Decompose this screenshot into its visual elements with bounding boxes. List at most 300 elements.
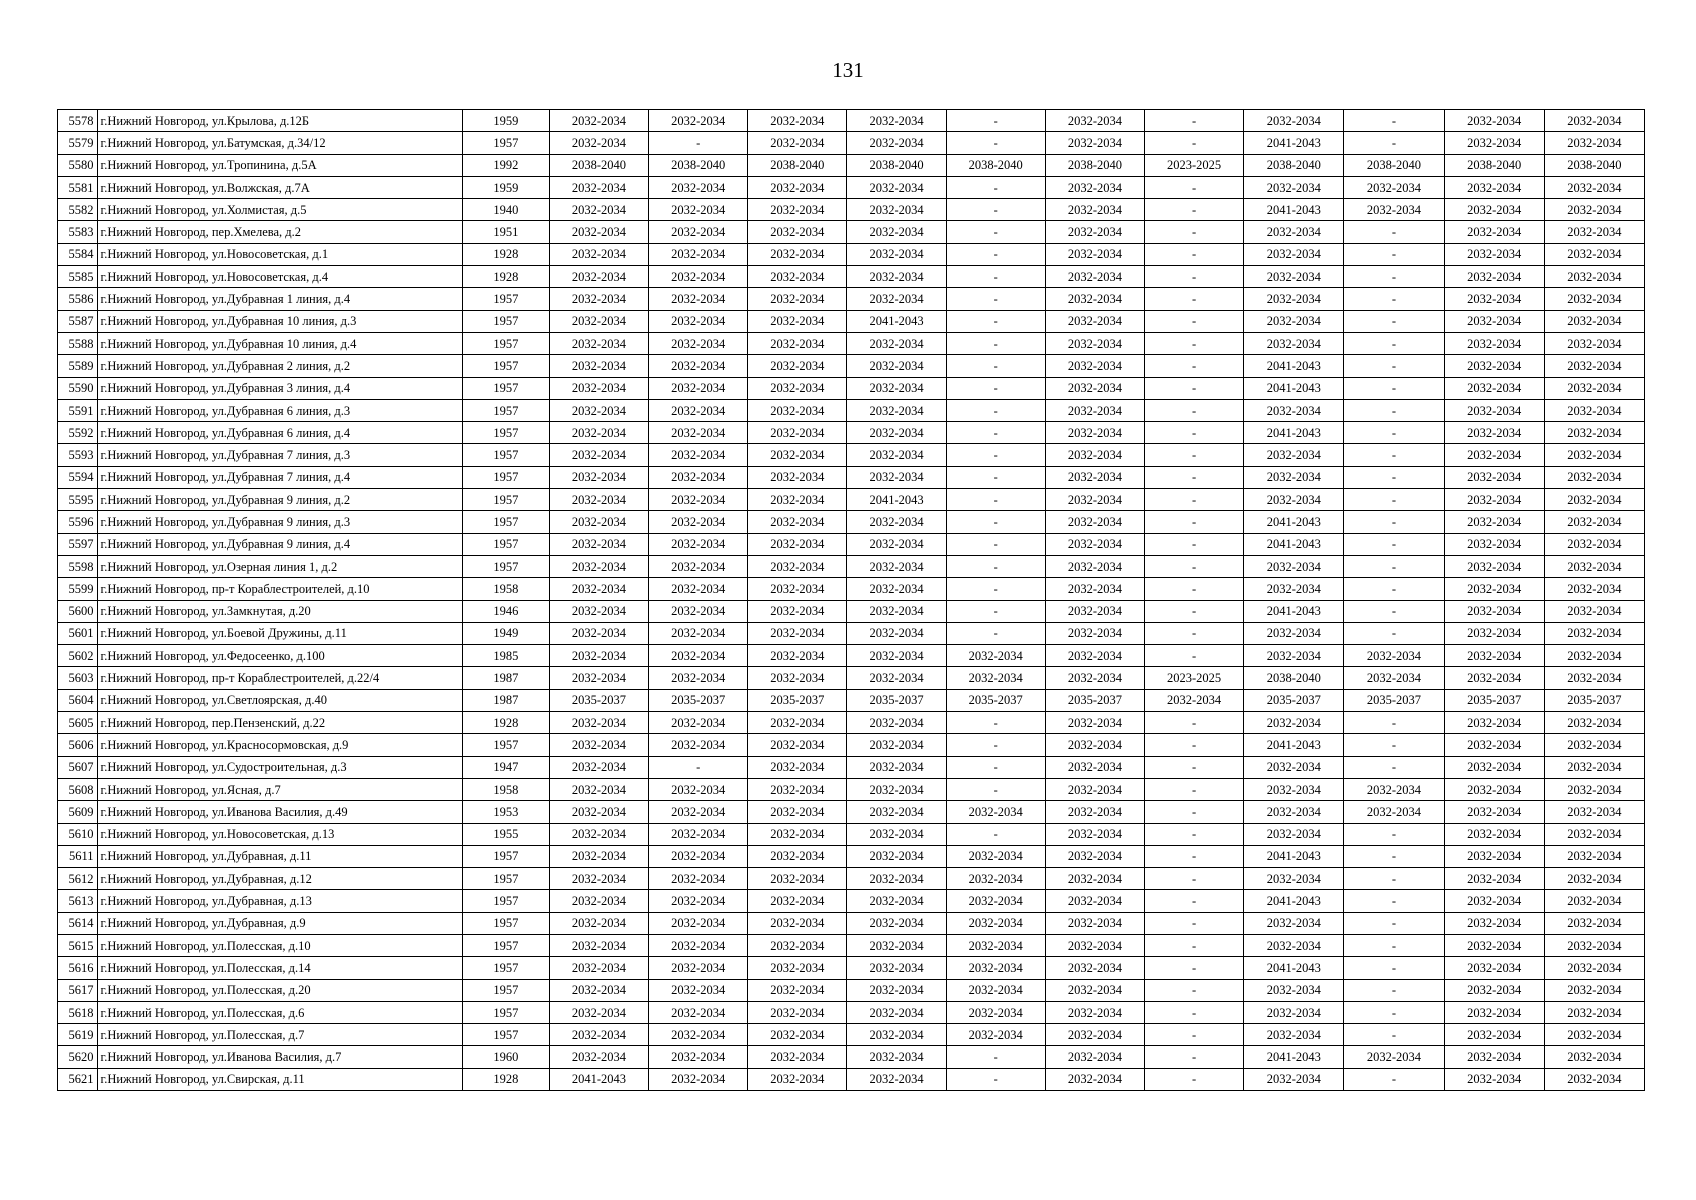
cell-period-1: 2032-2034 xyxy=(549,1024,648,1046)
cell-period-5: - xyxy=(946,288,1045,310)
cell-period-10: 2032-2034 xyxy=(1444,845,1544,867)
cell-row-number: 5592 xyxy=(58,422,98,444)
table-row xyxy=(58,957,1645,979)
cell-period-3: 2035-2037 xyxy=(748,689,847,711)
cell-period-5: - xyxy=(946,444,1045,466)
cell-period-6: 2032-2034 xyxy=(1045,533,1144,555)
cell-period-7: - xyxy=(1145,934,1244,956)
table-row xyxy=(58,288,1645,310)
cell-period-8: 2041-2043 xyxy=(1244,890,1344,912)
cell-year-built: 1957 xyxy=(462,957,549,979)
cell-period-8: 2041-2043 xyxy=(1244,511,1344,533)
cell-year-built: 1946 xyxy=(462,600,549,622)
cell-row-number: 5605 xyxy=(58,712,98,734)
cell-row-number: 5582 xyxy=(58,199,98,221)
cell-period-3: 2032-2034 xyxy=(748,868,847,890)
cell-period-8: 2032-2034 xyxy=(1244,1024,1344,1046)
cell-period-2: 2032-2034 xyxy=(649,1001,748,1023)
cell-period-6: 2038-2040 xyxy=(1045,154,1144,176)
table-row xyxy=(58,845,1645,867)
cell-period-10: 2032-2034 xyxy=(1444,979,1544,1001)
cell-period-8: 2032-2034 xyxy=(1244,823,1344,845)
cell-period-7: - xyxy=(1145,578,1244,600)
cell-period-10: 2032-2034 xyxy=(1444,355,1544,377)
cell-row-number: 5620 xyxy=(58,1046,98,1068)
cell-period-2: 2032-2034 xyxy=(649,734,748,756)
cell-period-6: 2032-2034 xyxy=(1045,868,1144,890)
cell-address: г.Нижний Новгород, пр-т Кораблестроителей, д.10 xyxy=(98,578,462,600)
cell-year-built: 1928 xyxy=(462,243,549,265)
cell-year-built: 1957 xyxy=(462,310,549,332)
cell-address: г.Нижний Новгород, ул.Дубравная 6 линия, д.4 xyxy=(98,422,462,444)
cell-address: г.Нижний Новгород, ул.Тропинина, д.5А xyxy=(98,154,462,176)
cell-row-number: 5586 xyxy=(58,288,98,310)
cell-period-10: 2032-2034 xyxy=(1444,756,1544,778)
cell-period-1: 2032-2034 xyxy=(549,1046,648,1068)
cell-address: г.Нижний Новгород, ул.Дубравная 1 линия, д.4 xyxy=(98,288,462,310)
cell-period-1: 2032-2034 xyxy=(549,845,648,867)
table-row xyxy=(58,110,1645,132)
cell-period-11: 2032-2034 xyxy=(1544,934,1644,956)
cell-period-1: 2032-2034 xyxy=(549,645,648,667)
cell-period-1: 2032-2034 xyxy=(549,555,648,577)
cell-period-11: 2032-2034 xyxy=(1544,756,1644,778)
cell-year-built: 1957 xyxy=(462,868,549,890)
cell-period-9: - xyxy=(1344,466,1444,488)
cell-period-7: - xyxy=(1145,712,1244,734)
cell-period-11: 2032-2034 xyxy=(1544,466,1644,488)
cell-period-5: - xyxy=(946,756,1045,778)
cell-period-1: 2032-2034 xyxy=(549,957,648,979)
cell-period-8: 2041-2043 xyxy=(1244,422,1344,444)
table-row xyxy=(58,689,1645,711)
cell-period-4: 2032-2034 xyxy=(847,1001,946,1023)
cell-period-6: 2032-2034 xyxy=(1045,979,1144,1001)
cell-period-2: 2032-2034 xyxy=(649,176,748,198)
cell-period-9: 2038-2040 xyxy=(1344,154,1444,176)
cell-period-9: - xyxy=(1344,912,1444,934)
cell-address: г.Нижний Новгород, ул.Дубравная, д.9 xyxy=(98,912,462,934)
cell-address: г.Нижний Новгород, ул.Иванова Василия, д.7 xyxy=(98,1046,462,1068)
cell-row-number: 5604 xyxy=(58,689,98,711)
cell-period-1: 2032-2034 xyxy=(549,288,648,310)
cell-period-10: 2032-2034 xyxy=(1444,868,1544,890)
cell-period-7: - xyxy=(1145,1024,1244,1046)
cell-period-8: 2041-2043 xyxy=(1244,734,1344,756)
cell-period-8: 2038-2040 xyxy=(1244,667,1344,689)
cell-period-1: 2032-2034 xyxy=(549,979,648,1001)
cell-period-7: - xyxy=(1145,912,1244,934)
cell-period-1: 2032-2034 xyxy=(549,667,648,689)
cell-period-5: - xyxy=(946,1046,1045,1068)
cell-year-built: 1957 xyxy=(462,734,549,756)
cell-period-10: 2032-2034 xyxy=(1444,1001,1544,1023)
cell-period-4: 2032-2034 xyxy=(847,778,946,800)
cell-period-9: 2032-2034 xyxy=(1344,176,1444,198)
cell-period-7: 2032-2034 xyxy=(1145,689,1244,711)
cell-period-3: 2032-2034 xyxy=(748,266,847,288)
cell-period-8: 2032-2034 xyxy=(1244,979,1344,1001)
cell-year-built: 1949 xyxy=(462,622,549,644)
cell-period-10: 2032-2034 xyxy=(1444,1024,1544,1046)
cell-period-1: 2032-2034 xyxy=(549,823,648,845)
cell-period-5: - xyxy=(946,221,1045,243)
cell-period-2: 2032-2034 xyxy=(649,845,748,867)
cell-period-7: - xyxy=(1145,845,1244,867)
cell-address: г.Нижний Новгород, ул.Замкнутая, д.20 xyxy=(98,600,462,622)
cell-period-10: 2032-2034 xyxy=(1444,801,1544,823)
cell-year-built: 1957 xyxy=(462,845,549,867)
cell-period-5: 2032-2034 xyxy=(946,845,1045,867)
table-row xyxy=(58,176,1645,198)
cell-address: г.Нижний Новгород, ул.Новосоветская, д.4 xyxy=(98,266,462,288)
table-row xyxy=(58,645,1645,667)
table-row xyxy=(58,823,1645,845)
cell-address: г.Нижний Новгород, пер.Хмелева, д.2 xyxy=(98,221,462,243)
cell-period-4: 2032-2034 xyxy=(847,243,946,265)
cell-period-3: 2032-2034 xyxy=(748,778,847,800)
cell-period-9: - xyxy=(1344,377,1444,399)
cell-period-8: 2032-2034 xyxy=(1244,466,1344,488)
cell-period-7: - xyxy=(1145,288,1244,310)
cell-period-3: 2032-2034 xyxy=(748,578,847,600)
cell-period-6: 2032-2034 xyxy=(1045,934,1144,956)
cell-period-7: - xyxy=(1145,979,1244,1001)
cell-period-6: 2032-2034 xyxy=(1045,823,1144,845)
cell-period-3: 2032-2034 xyxy=(748,422,847,444)
cell-period-8: 2041-2043 xyxy=(1244,199,1344,221)
cell-address: г.Нижний Новгород, ул.Новосоветская, д.13 xyxy=(98,823,462,845)
cell-period-8: 2032-2034 xyxy=(1244,288,1344,310)
cell-year-built: 1957 xyxy=(462,511,549,533)
cell-period-4: 2032-2034 xyxy=(847,912,946,934)
cell-period-9: 2032-2034 xyxy=(1344,778,1444,800)
cell-period-4: 2032-2034 xyxy=(847,645,946,667)
cell-period-11: 2032-2034 xyxy=(1544,555,1644,577)
cell-period-4: 2032-2034 xyxy=(847,266,946,288)
cell-period-3: 2032-2034 xyxy=(748,176,847,198)
cell-period-5: - xyxy=(946,110,1045,132)
cell-period-11: 2032-2034 xyxy=(1544,622,1644,644)
cell-period-11: 2035-2037 xyxy=(1544,689,1644,711)
cell-period-8: 2032-2034 xyxy=(1244,934,1344,956)
cell-address: г.Нижний Новгород, ул.Новосоветская, д.1 xyxy=(98,243,462,265)
cell-period-3: 2032-2034 xyxy=(748,756,847,778)
cell-period-1: 2032-2034 xyxy=(549,890,648,912)
cell-period-11: 2032-2034 xyxy=(1544,1046,1644,1068)
cell-period-10: 2032-2034 xyxy=(1444,511,1544,533)
cell-period-5: - xyxy=(946,555,1045,577)
page-number: 131 xyxy=(832,58,864,82)
cell-row-number: 5589 xyxy=(58,355,98,377)
cell-period-11: 2032-2034 xyxy=(1544,712,1644,734)
cell-period-2: 2032-2034 xyxy=(649,266,748,288)
cell-year-built: 1957 xyxy=(462,912,549,934)
table-row xyxy=(58,890,1645,912)
table-row xyxy=(58,399,1645,421)
cell-period-7: - xyxy=(1145,823,1244,845)
cell-period-2: 2032-2034 xyxy=(649,890,748,912)
cell-period-3: 2032-2034 xyxy=(748,1046,847,1068)
cell-period-5: 2032-2034 xyxy=(946,957,1045,979)
cell-period-9: - xyxy=(1344,712,1444,734)
cell-row-number: 5588 xyxy=(58,332,98,354)
cell-period-11: 2032-2034 xyxy=(1544,890,1644,912)
cell-period-11: 2032-2034 xyxy=(1544,266,1644,288)
cell-period-3: 2032-2034 xyxy=(748,645,847,667)
cell-address: г.Нижний Новгород, ул.Полесская, д.7 xyxy=(98,1024,462,1046)
cell-period-4: 2032-2034 xyxy=(847,1068,946,1090)
cell-period-4: 2032-2034 xyxy=(847,332,946,354)
cell-period-10: 2032-2034 xyxy=(1444,533,1544,555)
cell-period-7: 2023-2025 xyxy=(1145,154,1244,176)
cell-period-2: 2032-2034 xyxy=(649,1024,748,1046)
table-row xyxy=(58,912,1645,934)
table-row xyxy=(58,868,1645,890)
cell-period-4: 2032-2034 xyxy=(847,801,946,823)
cell-period-8: 2041-2043 xyxy=(1244,600,1344,622)
cell-period-9: - xyxy=(1344,310,1444,332)
cell-period-10: 2032-2034 xyxy=(1444,734,1544,756)
cell-period-2: 2032-2034 xyxy=(649,934,748,956)
cell-period-3: 2032-2034 xyxy=(748,221,847,243)
cell-period-8: 2038-2040 xyxy=(1244,154,1344,176)
cell-row-number: 5590 xyxy=(58,377,98,399)
cell-period-5: 2032-2034 xyxy=(946,912,1045,934)
cell-period-6: 2032-2034 xyxy=(1045,221,1144,243)
cell-period-10: 2032-2034 xyxy=(1444,377,1544,399)
cell-period-11: 2032-2034 xyxy=(1544,377,1644,399)
cell-row-number: 5619 xyxy=(58,1024,98,1046)
cell-period-9: - xyxy=(1344,979,1444,1001)
cell-period-3: 2032-2034 xyxy=(748,890,847,912)
cell-year-built: 1957 xyxy=(462,489,549,511)
cell-period-4: 2032-2034 xyxy=(847,756,946,778)
cell-period-9: 2032-2034 xyxy=(1344,667,1444,689)
cell-period-6: 2035-2037 xyxy=(1045,689,1144,711)
cell-period-4: 2032-2034 xyxy=(847,734,946,756)
cell-period-1: 2032-2034 xyxy=(549,1001,648,1023)
cell-address: г.Нижний Новгород, ул.Дубравная 10 линия, д.3 xyxy=(98,310,462,332)
cell-period-8: 2032-2034 xyxy=(1244,221,1344,243)
table-row xyxy=(58,511,1645,533)
cell-period-1: 2032-2034 xyxy=(549,533,648,555)
cell-row-number: 5593 xyxy=(58,444,98,466)
cell-period-7: - xyxy=(1145,1046,1244,1068)
cell-period-4: 2032-2034 xyxy=(847,868,946,890)
cell-period-5: - xyxy=(946,511,1045,533)
cell-period-5: - xyxy=(946,466,1045,488)
cell-address: г.Нижний Новгород, ул.Дубравная 9 линия, д.4 xyxy=(98,533,462,555)
cell-period-10: 2032-2034 xyxy=(1444,957,1544,979)
cell-period-11: 2032-2034 xyxy=(1544,1024,1644,1046)
cell-year-built: 1987 xyxy=(462,689,549,711)
cell-period-1: 2032-2034 xyxy=(549,712,648,734)
cell-period-1: 2032-2034 xyxy=(549,801,648,823)
cell-period-3: 2032-2034 xyxy=(748,377,847,399)
cell-row-number: 5581 xyxy=(58,176,98,198)
cell-period-3: 2032-2034 xyxy=(748,1068,847,1090)
cell-row-number: 5600 xyxy=(58,600,98,622)
cell-period-6: 2032-2034 xyxy=(1045,332,1144,354)
cell-row-number: 5591 xyxy=(58,399,98,421)
cell-year-built: 1957 xyxy=(462,890,549,912)
cell-period-7: - xyxy=(1145,221,1244,243)
cell-period-7: - xyxy=(1145,890,1244,912)
cell-year-built: 1953 xyxy=(462,801,549,823)
cell-period-6: 2032-2034 xyxy=(1045,600,1144,622)
cell-period-10: 2032-2034 xyxy=(1444,132,1544,154)
cell-period-3: 2032-2034 xyxy=(748,600,847,622)
cell-period-11: 2032-2034 xyxy=(1544,310,1644,332)
cell-period-3: 2032-2034 xyxy=(748,511,847,533)
cell-period-4: 2032-2034 xyxy=(847,712,946,734)
cell-row-number: 5578 xyxy=(58,110,98,132)
cell-period-3: 2032-2034 xyxy=(748,466,847,488)
cell-period-5: - xyxy=(946,489,1045,511)
cell-period-9: - xyxy=(1344,110,1444,132)
cell-period-6: 2032-2034 xyxy=(1045,1024,1144,1046)
table-row xyxy=(58,979,1645,1001)
cell-period-8: 2032-2034 xyxy=(1244,622,1344,644)
cell-period-10: 2032-2034 xyxy=(1444,489,1544,511)
cell-period-3: 2032-2034 xyxy=(748,622,847,644)
cell-period-9: - xyxy=(1344,132,1444,154)
cell-period-4: 2032-2034 xyxy=(847,890,946,912)
cell-period-4: 2032-2034 xyxy=(847,221,946,243)
cell-year-built: 1959 xyxy=(462,176,549,198)
cell-period-3: 2032-2034 xyxy=(748,288,847,310)
cell-period-7: - xyxy=(1145,266,1244,288)
cell-period-9: 2032-2034 xyxy=(1344,199,1444,221)
cell-address: г.Нижний Новгород, ул.Федосеенко, д.100 xyxy=(98,645,462,667)
cell-period-11: 2032-2034 xyxy=(1544,176,1644,198)
cell-period-6: 2032-2034 xyxy=(1045,377,1144,399)
cell-period-2: 2032-2034 xyxy=(649,555,748,577)
cell-period-1: 2032-2034 xyxy=(549,778,648,800)
cell-period-4: 2041-2043 xyxy=(847,310,946,332)
table-row xyxy=(58,132,1645,154)
cell-row-number: 5615 xyxy=(58,934,98,956)
cell-period-10: 2032-2034 xyxy=(1444,912,1544,934)
cell-period-9: - xyxy=(1344,399,1444,421)
cell-period-5: - xyxy=(946,823,1045,845)
cell-period-2: 2032-2034 xyxy=(649,310,748,332)
cell-period-1: 2032-2034 xyxy=(549,912,648,934)
cell-period-10: 2032-2034 xyxy=(1444,288,1544,310)
cell-period-10: 2032-2034 xyxy=(1444,466,1544,488)
cell-address: г.Нижний Новгород, ул.Иванова Василия, д.49 xyxy=(98,801,462,823)
table-row xyxy=(58,310,1645,332)
cell-period-6: 2032-2034 xyxy=(1045,310,1144,332)
cell-year-built: 1957 xyxy=(462,132,549,154)
cell-address: г.Нижний Новгород, ул.Полесская, д.6 xyxy=(98,1001,462,1023)
cell-period-2: 2032-2034 xyxy=(649,600,748,622)
cell-row-number: 5595 xyxy=(58,489,98,511)
cell-year-built: 1957 xyxy=(462,422,549,444)
cell-period-9: - xyxy=(1344,1001,1444,1023)
cell-period-11: 2032-2034 xyxy=(1544,801,1644,823)
cell-period-10: 2032-2034 xyxy=(1444,890,1544,912)
cell-period-1: 2032-2034 xyxy=(549,734,648,756)
cell-period-3: 2038-2040 xyxy=(748,154,847,176)
cell-period-3: 2032-2034 xyxy=(748,912,847,934)
cell-year-built: 1940 xyxy=(462,199,549,221)
cell-period-5: 2038-2040 xyxy=(946,154,1045,176)
cell-period-1: 2032-2034 xyxy=(549,243,648,265)
cell-address: г.Нижний Новгород, ул.Холмистая, д.5 xyxy=(98,199,462,221)
cell-period-2: 2032-2034 xyxy=(649,533,748,555)
cell-period-9: - xyxy=(1344,1024,1444,1046)
cell-year-built: 1951 xyxy=(462,221,549,243)
cell-period-1: 2032-2034 xyxy=(549,310,648,332)
cell-year-built: 1957 xyxy=(462,1024,549,1046)
cell-period-7: - xyxy=(1145,310,1244,332)
cell-year-built: 1947 xyxy=(462,756,549,778)
cell-period-3: 2032-2034 xyxy=(748,823,847,845)
cell-row-number: 5599 xyxy=(58,578,98,600)
cell-period-11: 2032-2034 xyxy=(1544,734,1644,756)
cell-period-5: - xyxy=(946,778,1045,800)
cell-period-5: - xyxy=(946,600,1045,622)
cell-period-4: 2032-2034 xyxy=(847,132,946,154)
cell-period-10: 2032-2034 xyxy=(1444,823,1544,845)
table-row xyxy=(58,934,1645,956)
cell-year-built: 1957 xyxy=(462,332,549,354)
cell-address: г.Нижний Новгород, пр-т Кораблестроителей, д.22/4 xyxy=(98,667,462,689)
cell-period-8: 2032-2034 xyxy=(1244,868,1344,890)
cell-period-2: 2032-2034 xyxy=(649,243,748,265)
cell-row-number: 5584 xyxy=(58,243,98,265)
cell-period-2: 2038-2040 xyxy=(649,154,748,176)
cell-period-8: 2032-2034 xyxy=(1244,778,1344,800)
cell-year-built: 1958 xyxy=(462,578,549,600)
cell-period-6: 2032-2034 xyxy=(1045,712,1144,734)
cell-period-2: - xyxy=(649,756,748,778)
cell-period-6: 2032-2034 xyxy=(1045,734,1144,756)
cell-address: г.Нижний Новгород, ул.Волжская, д.7А xyxy=(98,176,462,198)
table-row xyxy=(58,221,1645,243)
cell-period-5: 2032-2034 xyxy=(946,1024,1045,1046)
cell-period-5: - xyxy=(946,578,1045,600)
table-row xyxy=(58,600,1645,622)
cell-period-4: 2032-2034 xyxy=(847,555,946,577)
cell-period-9: - xyxy=(1344,533,1444,555)
cell-period-8: 2041-2043 xyxy=(1244,1046,1344,1068)
table-row xyxy=(58,622,1645,644)
cell-period-7: - xyxy=(1145,399,1244,421)
cell-period-5: - xyxy=(946,533,1045,555)
table-row xyxy=(58,1046,1645,1068)
cell-period-9: - xyxy=(1344,221,1444,243)
cell-period-7: - xyxy=(1145,645,1244,667)
cell-address: г.Нижний Новгород, ул.Дубравная 7 линия, д.4 xyxy=(98,466,462,488)
cell-period-6: 2032-2034 xyxy=(1045,622,1144,644)
table-row xyxy=(58,1024,1645,1046)
cell-period-2: 2032-2034 xyxy=(649,823,748,845)
cell-period-10: 2032-2034 xyxy=(1444,243,1544,265)
cell-period-10: 2032-2034 xyxy=(1444,176,1544,198)
cell-period-1: 2032-2034 xyxy=(549,578,648,600)
cell-address: г.Нижний Новгород, ул.Дубравная 10 линия, д.4 xyxy=(98,332,462,354)
table-row xyxy=(58,466,1645,488)
cell-period-2: 2032-2034 xyxy=(649,332,748,354)
cell-period-5: 2032-2034 xyxy=(946,801,1045,823)
table-row xyxy=(58,444,1645,466)
cell-period-9: - xyxy=(1344,489,1444,511)
cell-address: г.Нижний Новгород, ул.Дубравная 9 линия, д.3 xyxy=(98,511,462,533)
cell-row-number: 5610 xyxy=(58,823,98,845)
